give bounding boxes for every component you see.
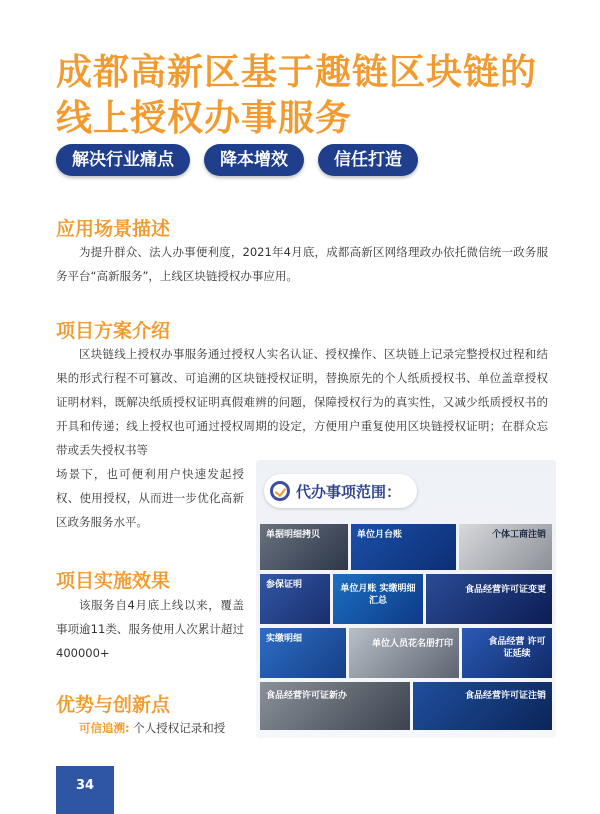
effect-text: 该服务自4月底上线以来，覆盖事项逾11类、服务使用人次累计超过400000+ xyxy=(56,598,244,660)
tag-cost-efficiency: 降本增效 xyxy=(204,144,304,176)
plan-text: 区块链线上授权办事服务通过授权人实名认证、授权操作、区块链上记录完整授权过程和结果的形式行程不可篡改、可追溯的区块链授权证明，替换原先的个人纸质授权书、单位盖章授权证明材料，既解决纸质授权证明真假难辨的问题，保障授权行为的真实性，又减少纸质授权书的开具和传递；线上授权也可通过授权周期的设定，方便用户重复使用区块链授权证明；在群众忘带或丢失授权书等 xyxy=(56,347,548,457)
advantage-text xyxy=(56,716,249,740)
tag-row xyxy=(56,144,418,176)
tile-item: 食品经营许可证新办 xyxy=(260,682,410,730)
tile-item: 实缴明细 xyxy=(260,628,346,678)
tile-item: 个体工商注销 xyxy=(459,524,552,570)
heading-scenario: 应用场景描述 xyxy=(56,218,171,240)
plan-text-tail: 场景下，也可便利用户快速发起授权、使用授权，从而进一步优化高新区政务服务水平。 xyxy=(56,467,244,529)
panel-title xyxy=(264,474,417,508)
advantage-lead: 可信追溯: xyxy=(79,721,130,735)
scenario-text: 为提升群众、法人办事便利度，2021年4月底，成都高新区网络理政办依托微信统一政务服务平台“高新服务”，上线区块链授权办事应用。 xyxy=(56,245,548,283)
tile-item: 单位月账 实缴明细汇总 xyxy=(333,574,423,624)
tile-item: 单据明细拷贝 xyxy=(260,524,348,570)
heading-effect: 项目实施效果 xyxy=(56,570,171,592)
tile-item: 单位月台账 xyxy=(351,524,456,570)
tag-pain-points: 解决行业痛点 xyxy=(56,144,190,176)
tile-item: 单位人员花名册打印 xyxy=(349,628,459,678)
panel-title-text: 代办事项范围： xyxy=(296,482,402,501)
tile-item: 食品经营许可证注销 xyxy=(413,682,552,730)
page-title: 成都高新区基于趣链区块链的线上授权办事服务 xyxy=(56,52,538,139)
tile-item: 食品经营许可证变更 xyxy=(426,574,552,624)
page-number: 34 xyxy=(56,766,114,814)
heading-advantage: 优势与创新点 xyxy=(56,694,171,716)
advantage-body: 个人授权记录和授 xyxy=(129,721,226,735)
tile-item: 食品经营 许可证延续 xyxy=(462,628,552,678)
service-tiles xyxy=(260,524,552,730)
service-scope-panel xyxy=(256,460,556,738)
check-circle-icon xyxy=(270,481,290,501)
tag-trust: 信任打造 xyxy=(318,144,418,176)
tile-item: 参保证明 xyxy=(260,574,330,624)
heading-plan: 项目方案介绍 xyxy=(56,320,171,342)
